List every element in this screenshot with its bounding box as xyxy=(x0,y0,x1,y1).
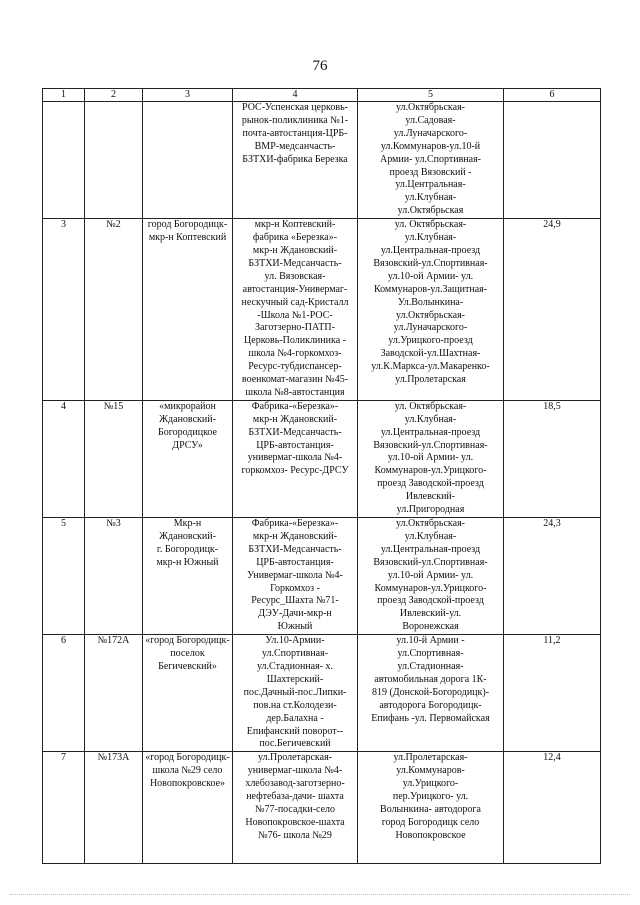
cell-streets-line: пер.Урицкого- ул. xyxy=(392,791,469,803)
cell-streets-line: Коммунаров-ул.Защитная- xyxy=(373,283,488,295)
cell-streets-line: ул.Урицкого-проезд xyxy=(388,335,473,347)
cell-streets-line: ул.Октябрьская- xyxy=(396,102,465,113)
cell-route-name-line: Мкр-н xyxy=(173,518,202,529)
cell-number-text: 4 xyxy=(61,400,66,412)
cell-stops-line: мкр-н Коптевский- xyxy=(254,219,336,231)
cell-stops-line: мкр-н Ждановский- xyxy=(252,530,338,542)
cell-streets-line: ул.10-ой Армии- ул. xyxy=(387,270,474,282)
cell-stops-line: Ресурс_Шахта №71- xyxy=(251,595,339,607)
cell-streets-line: ул.К.Маркса-ул.Макаренко- xyxy=(371,361,490,373)
table-row xyxy=(43,518,601,635)
cell-streets-line: ул.Садовая- xyxy=(405,114,456,126)
cell-streets-line: Волынкина- автодорога xyxy=(380,803,481,815)
cell-stops-line: нефтебаза-дачи- шахта xyxy=(246,791,344,803)
routes-table xyxy=(42,88,601,864)
cell-route-name-line: школа №29 село xyxy=(152,765,223,777)
cell-route-number xyxy=(85,518,143,635)
table-row xyxy=(43,102,601,219)
cell-route-name-line: «микрорайон xyxy=(159,400,216,412)
cell-stops-line: почта-автостанция-ЦРБ- xyxy=(242,127,348,139)
cell-route-name xyxy=(143,219,233,401)
cell-streets-line: 819 (Донской-Богородицк)- xyxy=(371,686,490,698)
col-header-1: 1 xyxy=(43,89,85,102)
cell-route-number-text: №173А xyxy=(97,752,130,764)
cell-streets-line: Заводской-ул.Шахтная- xyxy=(380,348,481,360)
cell-stops-line: ул. Вязовская- xyxy=(264,270,326,282)
cell-route-name-line: Ждановский- xyxy=(159,413,216,425)
cell-route-number xyxy=(85,102,143,219)
cell-length-text: 11,2 xyxy=(543,635,561,647)
cell-stops xyxy=(233,518,358,635)
cell-stops-line: БЗТХИ-Медсанчасть- xyxy=(248,426,342,438)
cell-stops-line: -Школа №1-РОС- xyxy=(257,309,333,321)
cell-route-name xyxy=(143,752,233,864)
cell-stops xyxy=(233,102,358,219)
cell-number-text: 5 xyxy=(61,518,66,529)
cell-stops-line: горкомхоз- Ресурс-ДРСУ xyxy=(241,465,349,477)
cell-route-number-text: №2 xyxy=(106,219,121,231)
cell-streets-line: Вязовский-ул.Спортивная- xyxy=(373,556,488,568)
cell-route-number xyxy=(85,400,143,517)
cell-stops xyxy=(233,400,358,517)
cell-stops xyxy=(233,635,358,752)
cell-route-name xyxy=(143,400,233,517)
col-header-5: 5 xyxy=(358,89,504,102)
cell-stops-line: школа №4-горкомхоз- xyxy=(248,348,342,360)
cell-stops-line: ул.Стадионная- х. xyxy=(256,660,334,672)
cell-stops-line: нескучный сад-Кристалл xyxy=(241,296,349,308)
cell-length xyxy=(504,400,601,517)
cell-streets xyxy=(358,518,504,635)
cell-streets-line: ул.Клубная- xyxy=(404,413,457,425)
cell-streets-line: ул.10-ой Армии- ул. xyxy=(387,452,474,464)
cell-stops-line: №76- школа №29 xyxy=(258,829,332,841)
cell-stops-line: Новопокровское-шахта xyxy=(245,816,345,828)
cell-stops-line: ДЭУ-Дачи-мкр-н xyxy=(258,608,332,620)
cell-route-number-text: №172А xyxy=(97,635,130,647)
cell-streets xyxy=(358,752,504,864)
cell-streets-line: ул.Клубная- xyxy=(404,192,457,204)
cell-route-name-line: Ждановский- xyxy=(159,530,216,542)
cell-stops-line: Ул.10-Армии- xyxy=(265,635,325,647)
cell-streets-line: ул.Центральная-проезд xyxy=(380,543,481,555)
cell-stops-line: БЗТХИ-Медсанчасть- xyxy=(248,543,342,555)
cell-streets xyxy=(358,219,504,401)
cell-length xyxy=(504,102,601,219)
cell-number xyxy=(43,518,85,635)
table-body xyxy=(43,102,601,864)
cell-streets-line: ул.Спортивная- xyxy=(397,648,464,660)
cell-stops-line: Горкомхоз - xyxy=(270,582,320,594)
cell-stops-line: Шахтерский- xyxy=(266,673,324,685)
cell-streets-line: Ивлевский-ул. xyxy=(399,608,462,620)
cell-streets xyxy=(358,400,504,517)
cell-streets-line: город Богородицк село xyxy=(381,816,480,828)
cell-streets xyxy=(358,635,504,752)
cell-streets-line: ул. Октябрьская- xyxy=(394,400,467,412)
cell-stops-line: ул.Спортивная- xyxy=(261,648,329,660)
cell-stops-line: БЗТХИ-Медсанчасть- xyxy=(248,257,342,269)
cell-length-text: 24,3 xyxy=(543,518,561,529)
cell-streets-line: ул.Клубная- xyxy=(404,530,457,542)
cell-length xyxy=(504,635,601,752)
cell-stops-line: универмаг-школа №4- xyxy=(247,452,343,464)
cell-stops-line: школа №8-автостанция xyxy=(245,386,345,398)
cell-route-number-text: №3 xyxy=(106,518,121,529)
cell-stops-line: мкр-н Ждановский- xyxy=(252,244,338,256)
cell-streets-line: ул.Центральная- xyxy=(395,179,466,191)
cell-stops-line: Фабрика-«Березка»- xyxy=(251,518,339,529)
cell-length xyxy=(504,518,601,635)
cell-stops-line: Универмаг-школа №4- xyxy=(247,569,343,581)
cell-streets-line: ул. Октябрьская- xyxy=(394,219,467,231)
cell-stops-line: Заготзерно-ПАТП- xyxy=(255,322,335,334)
cell-route-name-line: ДРСУ» xyxy=(172,439,203,451)
cell-stops-line: ЦРБ-автостанция- xyxy=(256,439,334,451)
cell-route-name-line: «город Богородицк- xyxy=(145,635,230,647)
cell-streets-line: Ивлевский- xyxy=(405,491,456,503)
cell-streets-line: ул.10-ой Армии- ул. xyxy=(387,569,474,581)
cell-streets-line: Вязовский-ул.Спортивная- xyxy=(373,257,488,269)
cell-length-text: 18,5 xyxy=(543,400,561,412)
cell-stops-line: Южный xyxy=(277,621,313,633)
cell-length-text: 12,4 xyxy=(543,752,561,764)
cell-route-name-line: Богородицкое xyxy=(157,426,217,438)
cell-length xyxy=(504,219,601,401)
table-row xyxy=(43,752,601,864)
cell-streets-line: ул.Октябрьская- xyxy=(396,518,465,529)
cell-streets-line: Епифань -ул. Первомайская xyxy=(371,712,490,724)
cell-route-name-line: город Богородицк- xyxy=(147,219,228,231)
cell-route-name-line: Новопокровское» xyxy=(149,778,226,790)
cell-stops-line: ЦРБ-автостанция- xyxy=(256,556,334,568)
cell-streets-line: ул.Октябрьская- xyxy=(396,309,465,321)
col-header-6: 6 xyxy=(504,89,601,102)
cell-route-name-line: Бегичевский» xyxy=(158,660,217,672)
cell-streets-line: ул.Коммунаров- xyxy=(396,765,465,777)
cell-streets-line: ул.Пролетарская- xyxy=(393,752,468,764)
cell-number-text: 6 xyxy=(61,635,66,647)
cell-streets-line: ул.Пригородная xyxy=(396,504,465,516)
cell-stops-line: РОС-Успенская церковь- xyxy=(242,102,348,113)
cell-streets-line: автодорога Богородицк- xyxy=(379,699,482,711)
cell-streets-line: проезд Заводской-проезд xyxy=(377,478,484,490)
cell-stops-line: Епифанский поворот-- xyxy=(246,725,344,737)
cell-stops-line: пос.Дачный-пос.Липки- xyxy=(243,686,347,698)
col-header-4: 4 xyxy=(233,89,358,102)
cell-streets-line: ул.Октябрьская xyxy=(397,205,464,217)
cell-streets-line: ул.Урицкого- xyxy=(402,778,459,790)
cell-number xyxy=(43,635,85,752)
table-header-row xyxy=(43,89,601,102)
cell-streets-line: проезд Заводской-проезд xyxy=(377,595,484,607)
cell-streets-line: ул.Клубная- xyxy=(404,232,457,244)
cell-stops xyxy=(233,752,358,864)
cell-stops-line: Ресурс-тубдиспансер- xyxy=(248,361,342,373)
col-header-3: 3 xyxy=(143,89,233,102)
page-number: 76 xyxy=(312,58,328,74)
cell-streets-line: Ул.Волынкина- xyxy=(397,296,464,308)
cell-stops-line: пос.Бегичевский xyxy=(259,738,331,750)
cell-streets-line: Новопокровское xyxy=(395,829,466,841)
cell-number-text: 3 xyxy=(61,219,66,231)
cell-stops-line: ВМР-медсанчасть- xyxy=(254,140,336,152)
cell-streets xyxy=(358,102,504,219)
cell-route-name xyxy=(143,518,233,635)
cell-stops-line: №77-посадки-село xyxy=(254,803,336,815)
cell-streets-line: Коммунаров-ул.Урицкого- xyxy=(374,465,487,477)
cell-route-number xyxy=(85,752,143,864)
cell-stops-line: военкомат-магазин №45- xyxy=(241,374,349,386)
cell-stops-line: универмаг-школа №4- xyxy=(247,765,343,777)
cell-length xyxy=(504,752,601,864)
cell-streets-line: Армии- ул.Спортивная- xyxy=(379,153,482,165)
cell-length-text: 24,9 xyxy=(543,219,561,231)
table-row xyxy=(43,400,601,517)
cell-stops xyxy=(233,219,358,401)
cell-stops-line: дер.Балахна - xyxy=(266,712,324,724)
cell-route-name-line: «город Богородицк- xyxy=(145,752,230,764)
cell-stops-line: фабрика «Березка»- xyxy=(252,232,338,244)
cell-stops-line: Фабрика-«Березка»- xyxy=(251,400,339,412)
cell-number xyxy=(43,752,85,864)
table-row xyxy=(43,635,601,752)
cell-route-number-text: №15 xyxy=(103,400,124,412)
cell-number xyxy=(43,219,85,401)
cell-number-text: 7 xyxy=(61,752,66,764)
cell-streets-line: ул.Стадионная- xyxy=(397,660,464,672)
cell-streets-line: ул.Центральная-проезд xyxy=(380,244,481,256)
footer-divider xyxy=(10,894,630,895)
cell-stops-line: пов.на ст.Колодези- xyxy=(253,699,337,711)
cell-streets-line: Вязовский-ул.Спортивная- xyxy=(373,439,488,451)
cell-streets-line: Воронежская xyxy=(402,621,459,633)
cell-stops-line: мкр-н Ждановский- xyxy=(252,413,338,425)
cell-stops-line: хлебозавод-заготзерно- xyxy=(245,778,345,790)
cell-streets-line: ул.Коммунаров-ул.10-й xyxy=(380,140,481,152)
cell-route-name-line: мкр-н Южный xyxy=(156,556,219,568)
col-header-2: 2 xyxy=(85,89,143,102)
cell-stops-line: БЗТХИ-фабрика Березка xyxy=(242,153,348,165)
cell-route-name xyxy=(143,635,233,752)
cell-streets-line: ул.10-й Армии - xyxy=(396,635,465,647)
cell-streets-line: ул.Центральная-проезд xyxy=(380,426,481,438)
cell-streets-line: ул.Луначарского- xyxy=(393,127,468,139)
cell-route-name-line: г. Богородицк- xyxy=(156,543,219,555)
cell-number xyxy=(43,400,85,517)
cell-route-name-line: поселок xyxy=(170,648,205,660)
cell-streets-line: автомобильная дорога 1К- xyxy=(374,673,487,685)
cell-stops-line: ул.Пролетарская- xyxy=(257,752,332,764)
cell-streets-line: Коммунаров-ул.Урицкого- xyxy=(374,582,487,594)
cell-route-name xyxy=(143,102,233,219)
cell-route-name-line: мкр-н Коптевский xyxy=(148,232,227,244)
cell-streets-line: проезд Вязовский - xyxy=(389,166,472,178)
cell-streets-line: ул.Луначарского- xyxy=(393,322,468,334)
table-row xyxy=(43,219,601,401)
cell-number xyxy=(43,102,85,219)
cell-stops-line: автостанция-Универмаг- xyxy=(242,283,348,295)
cell-stops-line: рынок-поликлиника №1- xyxy=(241,114,349,126)
cell-stops-line: Церковь-Поликлиника - xyxy=(244,335,346,347)
cell-route-number xyxy=(85,635,143,752)
cell-route-number xyxy=(85,219,143,401)
cell-streets-line: ул.Пролетарская xyxy=(395,374,466,386)
